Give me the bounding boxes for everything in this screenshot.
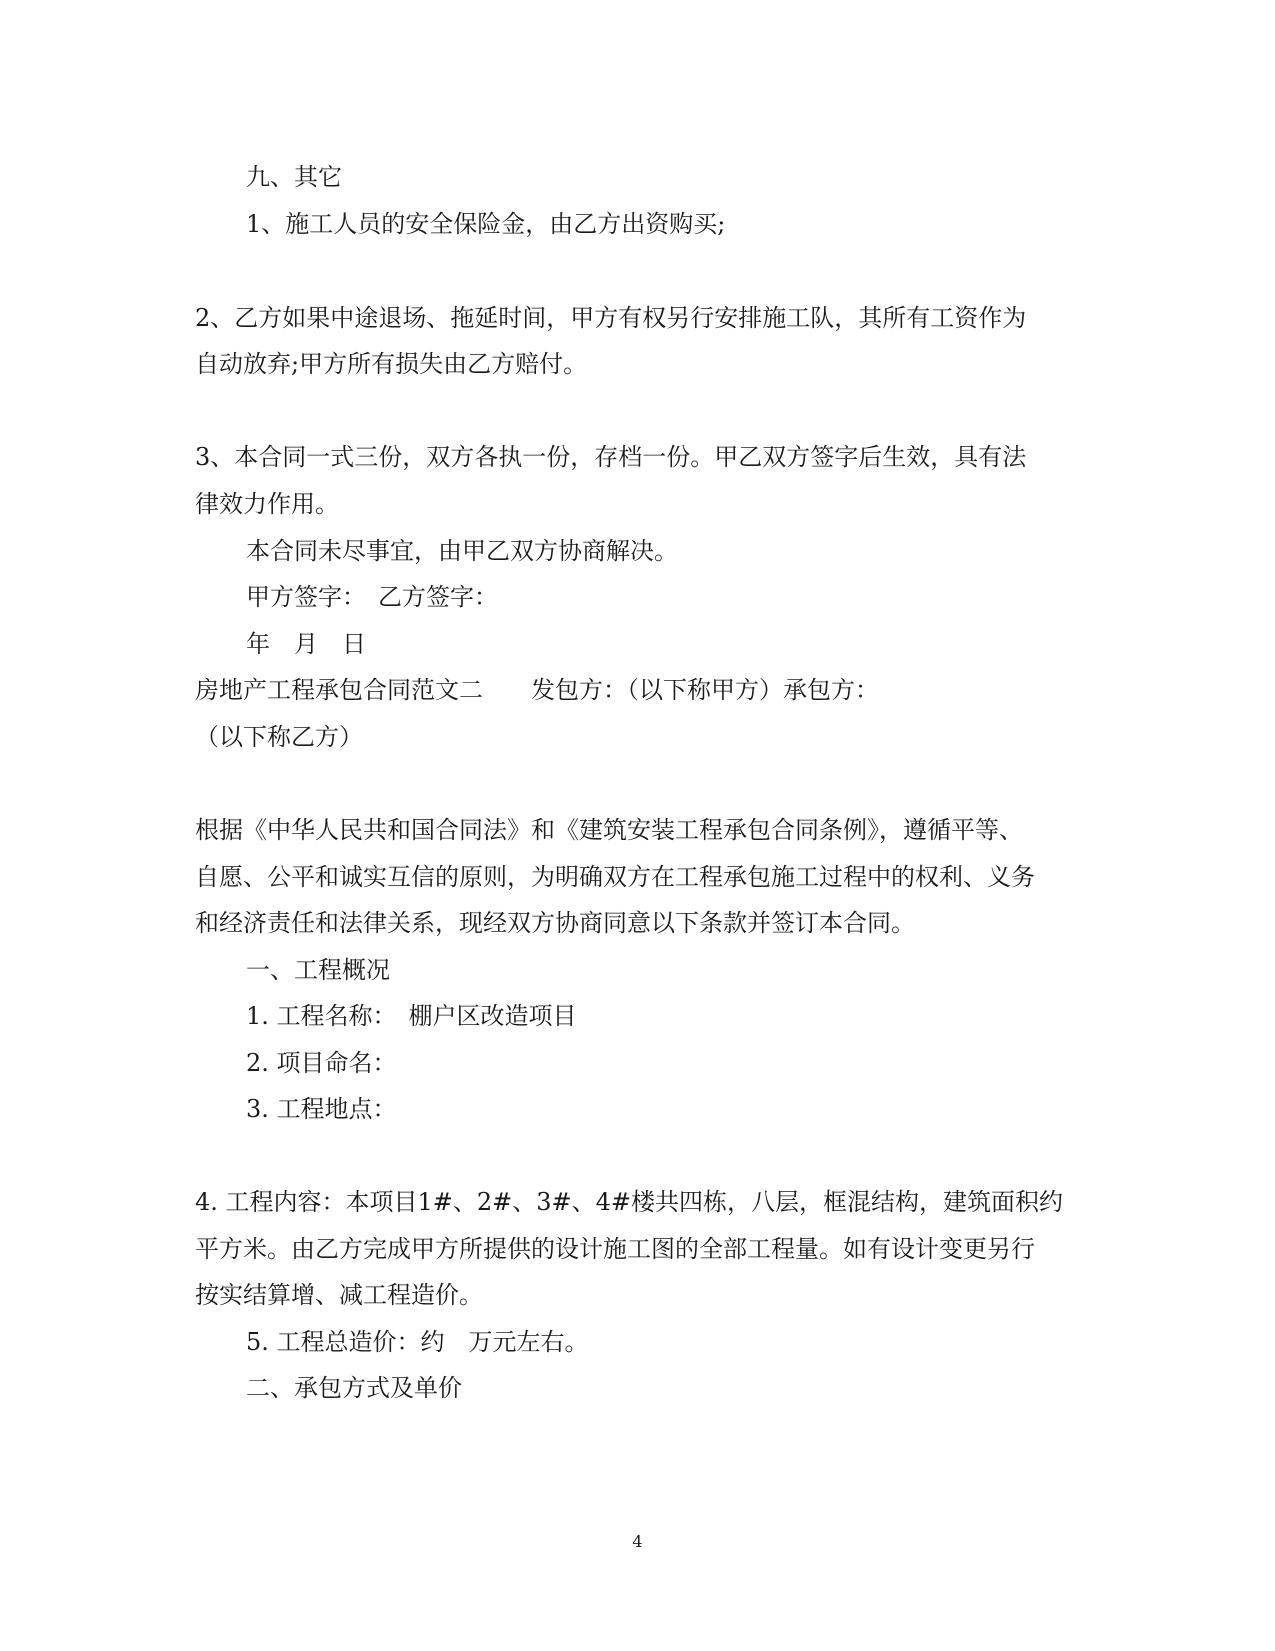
- paragraph-line: 1、施工人员的安全保险金，由乙方出资购买;: [246, 210, 726, 238]
- parties-line: 发包方：（以下称甲方）承包方：: [531, 676, 879, 704]
- paragraph-line: 自动放弃;甲方所有损失由乙方赔付。: [195, 350, 588, 378]
- page-number: 4: [632, 1532, 643, 1551]
- paragraph-line: 平方米。由乙方完成甲方所提供的设计施工图的全部工程量。如有设计变更另行: [195, 1235, 1035, 1263]
- paragraph-line: 4. 工程内容：本项目1#、2#、3#、4#楼共四栋，八层，框混结构，建筑面积约: [195, 1188, 1064, 1216]
- paragraph-line: 3、本合同一式三份，双方各执一份，存档一份。甲乙双方签字后生效，具有法: [195, 443, 1027, 471]
- section-heading-overview: 一、工程概况: [246, 956, 390, 984]
- contract-title: 房地产工程承包合同范文二: [195, 676, 483, 704]
- paragraph-line: 和经济责任和法律关系，现经双方协商同意以下条款并签订本合同。: [195, 909, 915, 937]
- paragraph-line: 律效力作用。: [195, 490, 339, 518]
- paragraph-line: 自愿、公平和诚实互信的原则，为明确双方在工程承包施工过程中的权利、义务: [195, 863, 1035, 891]
- list-item: 5. 工程总造价：约 万元左右。: [246, 1328, 589, 1356]
- contract-title-line: [195, 675, 879, 705]
- paragraph-line: 本合同未尽事宜，由甲乙双方协商解决。: [246, 537, 678, 565]
- signature-line: 甲方签字： 乙方签字：: [246, 583, 498, 611]
- list-item: 1. 工程名称： 棚户区改造项目: [246, 1002, 577, 1030]
- date-line: 年 月 日: [246, 630, 366, 658]
- paragraph-line: 按实结算增、减工程造价。: [195, 1281, 483, 1309]
- section-heading-other: 九、其它: [246, 163, 342, 191]
- section-heading-contract-method: 二、承包方式及单价: [246, 1374, 462, 1402]
- paragraph-line: 根据《中华人民共和国合同法》和《建筑安装工程承包合同条例》，遵循平等、: [195, 816, 1023, 844]
- list-item: 2. 项目命名：: [246, 1049, 397, 1077]
- paragraph-line: （以下称乙方）: [195, 723, 363, 751]
- list-item: 3. 工程地点：: [246, 1095, 397, 1123]
- paragraph-line: 2、乙方如果中途退场、拖延时间，甲方有权另行安排施工队，其所有工资作为: [195, 304, 1027, 332]
